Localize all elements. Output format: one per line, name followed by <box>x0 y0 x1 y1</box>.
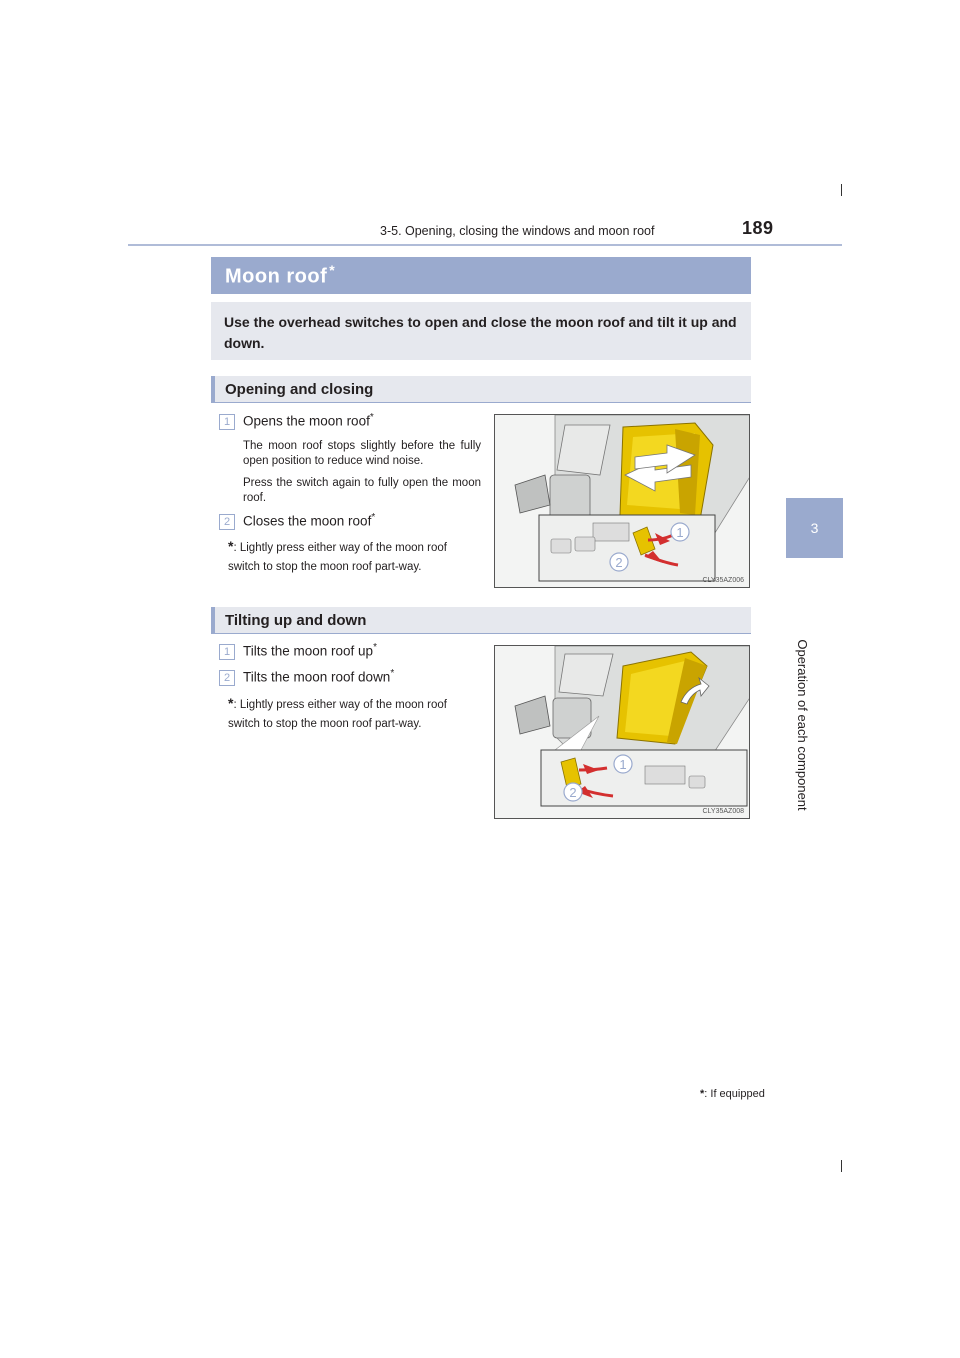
step-number-1: 1 <box>219 644 235 660</box>
step-number-2: 2 <box>219 514 235 530</box>
step-number-1: 1 <box>219 414 235 430</box>
stop-partway-note: *: Lightly press either way of the moon roof switch to stop the moon roof part-way. <box>228 538 447 573</box>
callout-1: 1 <box>619 757 627 772</box>
tilt-up-item: Tilts the moon roof up* <box>243 642 377 659</box>
intro-box <box>211 302 751 360</box>
if-equipped-footnote: *: If equipped <box>700 1088 765 1100</box>
wind-noise-note: The moon roof stops slightly before the fully open position to reduce wind noise. <box>243 440 481 467</box>
moon-roof-heading <box>211 257 751 294</box>
page-number: 189 <box>742 218 774 238</box>
moon-roof-open-close-drawing <box>495 415 750 588</box>
intro-text: Use the overhead switches to open and close the moon roof and tilt it up and down. <box>224 314 737 351</box>
step-number-2: 2 <box>219 670 235 686</box>
moon-roof-title: Moon roof * <box>225 262 336 288</box>
header-divider <box>128 244 842 246</box>
callout-2: 2 <box>569 785 577 800</box>
tilting-heading: Tilting up and down <box>211 607 751 634</box>
moon-roof-tilt-drawing <box>495 646 750 819</box>
open-close-illustration <box>494 414 750 588</box>
chapter-title: Operation of each component <box>795 639 810 811</box>
crop-mark <box>841 184 842 196</box>
tilt-down-item: Tilts the moon roof down* <box>243 668 395 685</box>
open-item: Opens the moon roof* <box>243 412 374 429</box>
chapter-tab: 3 <box>786 498 843 558</box>
fully-open-note: Press the switch again to fully open the moon roof. <box>243 477 481 504</box>
tilt-illustration <box>494 645 750 819</box>
crop-mark <box>841 1160 842 1172</box>
callout-2: 2 <box>615 555 623 570</box>
figure-code: CLY35AZ008 <box>702 808 744 815</box>
close-item: Closes the moon roof* <box>243 512 376 529</box>
callout-1: 1 <box>676 525 684 540</box>
stop-partway-note: *: Lightly press either way of the moon roof switch to stop the moon roof part-way. <box>228 695 447 730</box>
section-title: 3-5. Opening, closing the windows and moon roof <box>380 224 655 238</box>
if-equipped-mark: * <box>329 262 336 279</box>
opening-closing-heading: Opening and closing <box>211 376 751 403</box>
figure-code: CLY35AZ006 <box>702 577 744 584</box>
